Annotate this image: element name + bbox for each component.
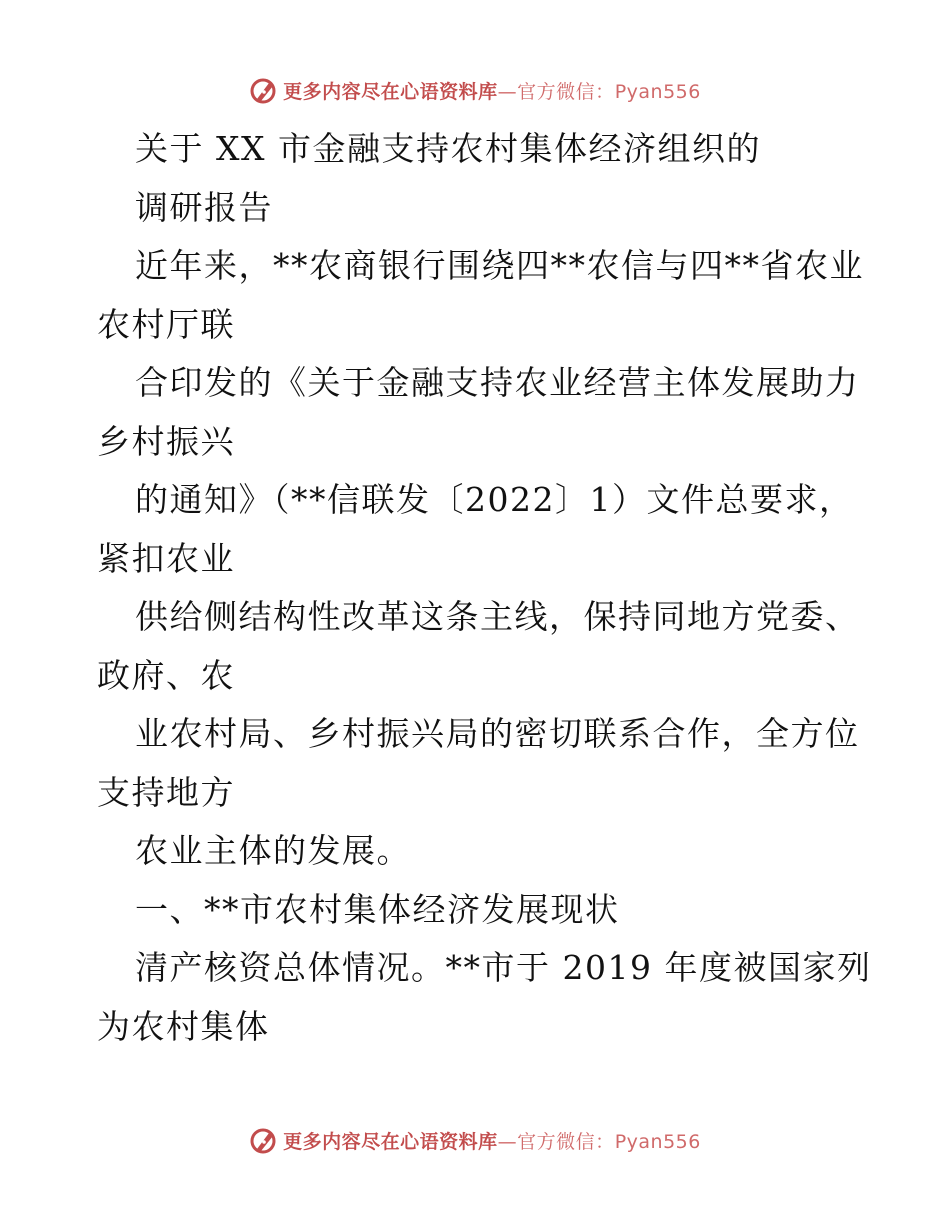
pen-nib-circle-icon: [249, 75, 279, 105]
pen-nib-circle-icon: [249, 1125, 279, 1155]
doc-line: 近年来，**农商银行围绕四**农信与四**省农业: [135, 246, 864, 285]
document-body: [97, 120, 872, 1056]
watermark-text: 更多内容尽在心语资料库—官方微信：Pyan556: [283, 80, 701, 103]
doc-title-line-2: 调研报告: [135, 187, 273, 227]
footer-watermark: [0, 1120, 950, 1160]
doc-line: 支持地方: [97, 772, 235, 812]
doc-line: 农村厅联: [97, 304, 235, 344]
doc-line: 的通知》（**信联发〔2022〕1）文件总要求，: [135, 480, 854, 519]
doc-line: 紧扣农业: [97, 538, 235, 578]
doc-line: 业农村局、乡村振兴局的密切联系合作，全方位: [135, 714, 860, 753]
doc-line: 为农村集体: [97, 1006, 270, 1046]
doc-line: 政府、农: [97, 655, 235, 695]
doc-line: 农业主体的发展。: [135, 831, 411, 870]
doc-line: 供给侧结构性改革这条主线，保持同地方党委、: [135, 597, 860, 636]
doc-line: 乡村振兴: [97, 421, 235, 461]
doc-line: 合印发的《关于金融支持农业经营主体发展助力: [135, 363, 860, 402]
doc-title-line-1: 关于 XX 市金融支持农村集体经济组织的: [135, 129, 761, 168]
header-watermark: [0, 70, 950, 110]
watermark-text: 更多内容尽在心语资料库—官方微信：Pyan556: [283, 1130, 701, 1153]
section-heading: 一、**市农村集体经济发展现状: [135, 889, 620, 929]
doc-line: 清产核资总体情况。**市于 2019 年度被国家列: [135, 948, 872, 987]
